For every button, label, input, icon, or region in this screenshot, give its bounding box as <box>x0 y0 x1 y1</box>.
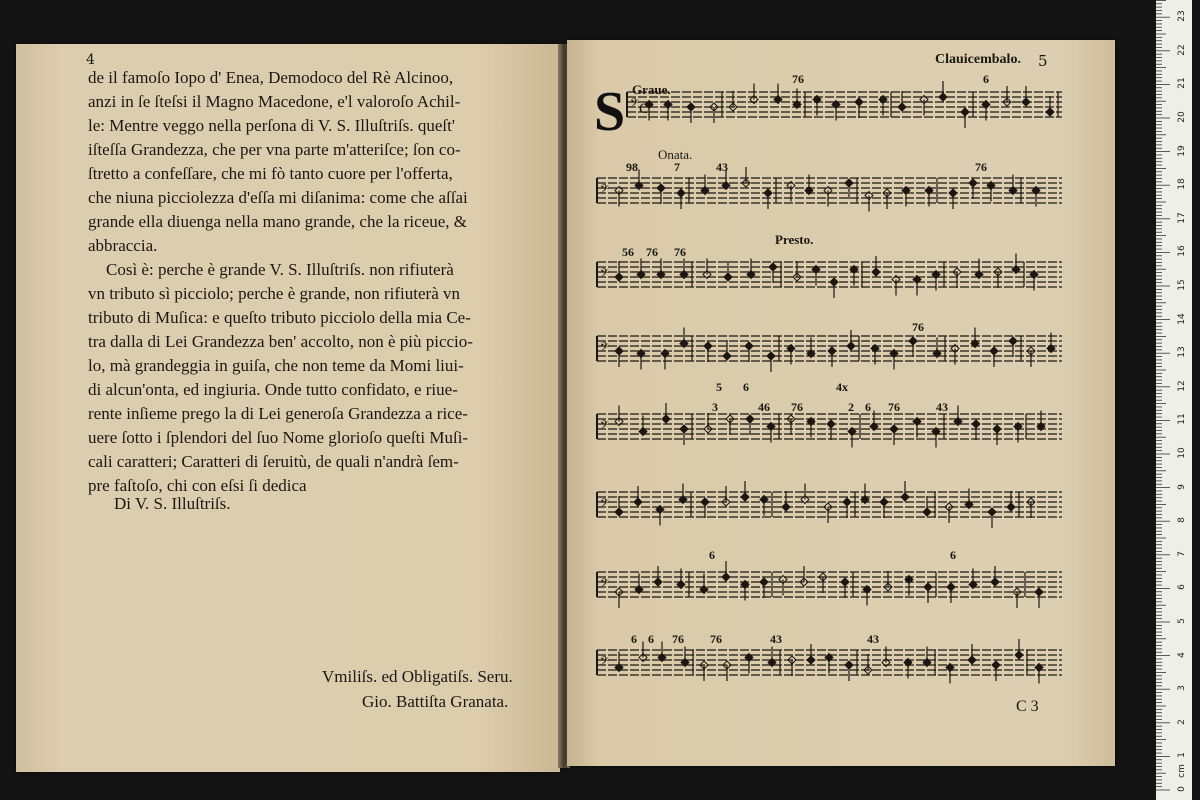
tempo-grave: Graue. <box>632 82 671 97</box>
figured-bass-number: 56 <box>622 245 634 259</box>
ruler-tick-label: 4 <box>1177 651 1187 658</box>
dedication-text <box>88 66 540 498</box>
dedication-line: cali caratteri; Caratteri di ſeruitù, de quali n'andrà ſem- <box>88 452 459 471</box>
signature-mark: C 3 <box>1016 698 1039 715</box>
dedication-line: Così è: perche è grande V. S. Illuſtriſs. non rifiuterà <box>106 260 454 279</box>
figured-bass-number: 76 <box>791 400 803 414</box>
dedication-line: rente inſieme prego la di Lei generoſa Grandezza a rice- <box>88 404 468 423</box>
figured-bass-number: 43 <box>867 632 879 646</box>
ruler-tick-label: 0 <box>1177 786 1187 792</box>
svg-text:𝄢: 𝄢 <box>630 97 640 113</box>
figured-bass-number: 76 <box>672 632 684 646</box>
ruler-tick-label: 8 <box>1177 517 1187 524</box>
ruler-tick-label: 7 <box>1177 550 1187 557</box>
music-score <box>567 40 1115 766</box>
ruler-tick-label: 13 <box>1177 346 1187 358</box>
figured-bass-number: 6 <box>950 548 956 562</box>
staff-system <box>627 81 1062 128</box>
figured-bass-number: 3 <box>712 400 718 414</box>
staff-system <box>597 167 1062 212</box>
initial-letter: S <box>594 81 626 143</box>
ruler-tick-label: 15 <box>1177 279 1187 291</box>
dedication-line: vn tributo sì picciolo; perche è grande, non rifiuterà vn <box>88 284 460 303</box>
figured-bass-number: 76 <box>975 160 987 174</box>
dedication-line: pre faſtoſo, chi con eſsi ſi dedica <box>88 476 307 495</box>
svg-text:𝄢: 𝄢 <box>600 577 610 593</box>
svg-text:𝄢: 𝄢 <box>600 267 610 283</box>
dedication-line: le: Mentre veggo nella perſona di V. S. Illuſtriſs. queſt' <box>88 116 455 135</box>
figured-bass-number: 4 <box>758 400 764 414</box>
ruler-tick-label: 10 <box>1177 447 1187 459</box>
tempo-presto: Presto. <box>775 232 814 247</box>
figured-bass-number: 6 <box>631 632 637 646</box>
ruler-tick-label: 6 <box>1177 584 1187 591</box>
dedication-line: grande ella diuenga nella mano grande, che la riceue, & <box>88 212 468 231</box>
dedication-line: iſteſſa Grandezza, che per vna parte m'atteriſce; ſon co- <box>88 140 461 159</box>
figured-bass-number: 7 <box>674 160 680 174</box>
ruler-tick-label: 21 <box>1177 77 1187 90</box>
ruler-tick-label: 22 <box>1177 44 1187 56</box>
ruler-unit: cm <box>1177 764 1187 778</box>
figured-bass-number: 4x <box>836 380 848 394</box>
left-page-number: 4 <box>86 52 95 68</box>
svg-text:𝄢: 𝄢 <box>600 497 610 513</box>
ruler-tick-label: 14 <box>1177 312 1187 325</box>
figured-bass-number: 76 <box>888 400 900 414</box>
figured-bass-number: 76 <box>646 245 658 259</box>
dedication-line: che niuna picciolezza d'eſſa mi diſanima: come che aſſai <box>88 188 468 207</box>
figured-bass-number: 43 <box>770 632 782 646</box>
figured-bass-number: 6 <box>743 380 749 394</box>
ruler-tick-label: 11 <box>1177 413 1187 426</box>
svg-text:𝄢: 𝄢 <box>600 419 610 435</box>
dedication-line: abbraccia. <box>88 236 158 255</box>
ruler-tick-label: 16 <box>1177 245 1187 258</box>
figured-bass-number: 6 <box>648 632 654 646</box>
figured-bass-number: 6 <box>983 72 989 86</box>
staff-system <box>597 254 1062 299</box>
closing-line: Vmiliſs. ed Obligatiſs. Seru. <box>322 667 513 686</box>
ruler-tick-label: 17 <box>1177 212 1187 224</box>
dedication-line: di alcun'onta, ed ingiuria. Onde tutto confidato, e riue- <box>88 380 458 399</box>
dedication-line: ſtretto a confeſſare, che mi fò tanto cuore per l'offerta, <box>88 164 453 183</box>
figured-bass-number: 6 <box>709 548 715 562</box>
svg-text:C: C <box>639 101 650 117</box>
ruler-tick-label: 20 <box>1177 111 1187 123</box>
author-signature: Gio. Battiſta Granata. <box>362 692 509 711</box>
dedication-line: tributo di Muſica: e queſto tributo picciolo della mia Ce- <box>88 308 471 327</box>
figured-bass-number: 76 <box>912 320 924 334</box>
svg-text:𝄢: 𝄢 <box>600 655 610 671</box>
staff-system <box>597 639 1062 684</box>
figured-bass-number: 5 <box>716 380 722 394</box>
figured-bass-number: 6 <box>865 400 871 414</box>
title-continuation: Onata. <box>658 147 693 162</box>
figured-bass-number: 6 <box>764 400 770 414</box>
figured-bass-number: 76 <box>792 72 804 86</box>
ruler-tick-label: 9 <box>1177 483 1187 490</box>
dedication-line: lo, mà grandeggia in guiſa, che non teme da Momi liui- <box>88 356 464 375</box>
dedication-line: de il famoſo Iopo d' Enea, Demodoco del Rè Alcinoo, <box>88 68 454 87</box>
ruler-tick-label: 3 <box>1177 685 1187 692</box>
staff-system <box>597 403 1062 448</box>
figured-bass-number: 2 <box>848 400 854 414</box>
ruler-tick-label: 12 <box>1177 380 1187 392</box>
ruler-tick-label: 1 <box>1177 752 1187 759</box>
svg-text:𝄢: 𝄢 <box>600 183 610 199</box>
measurement-ruler <box>1156 0 1192 800</box>
ruler-tick-label: 18 <box>1177 178 1187 190</box>
dedication-line: uere ſotto i ſplendori del ſuo Nome glorioſo queſti Muſi- <box>88 428 469 447</box>
figured-bass-number: 76 <box>674 245 686 259</box>
staff-system <box>597 481 1062 528</box>
figured-bass-number: 76 <box>710 632 722 646</box>
svg-text:𝄢: 𝄢 <box>600 341 610 357</box>
dedication-line: anzi in ſe ſteſsi il Magno Macedone, e'l valoroſo Achil- <box>88 92 461 111</box>
instrument-header: Clauicembalo. <box>935 52 1021 67</box>
figured-bass-number: 43 <box>936 400 948 414</box>
right-page-number: 5 <box>1038 52 1048 70</box>
salutation: Di V. S. Illuſtriſs. <box>114 494 231 513</box>
figured-bass-number: 43 <box>716 160 728 174</box>
dedication-line: tra dalla di Lei Grandezza ben' accolto, non è più piccio- <box>88 332 473 351</box>
ruler-tick-label: 19 <box>1177 144 1187 157</box>
figured-bass-number: 98 <box>626 160 638 174</box>
ruler-tick-label: 23 <box>1177 10 1187 22</box>
ruler-tick-label: 5 <box>1177 618 1187 624</box>
staff-system <box>597 328 1062 373</box>
staff-system <box>597 561 1062 608</box>
ruler-tick-label: 2 <box>1177 718 1187 725</box>
